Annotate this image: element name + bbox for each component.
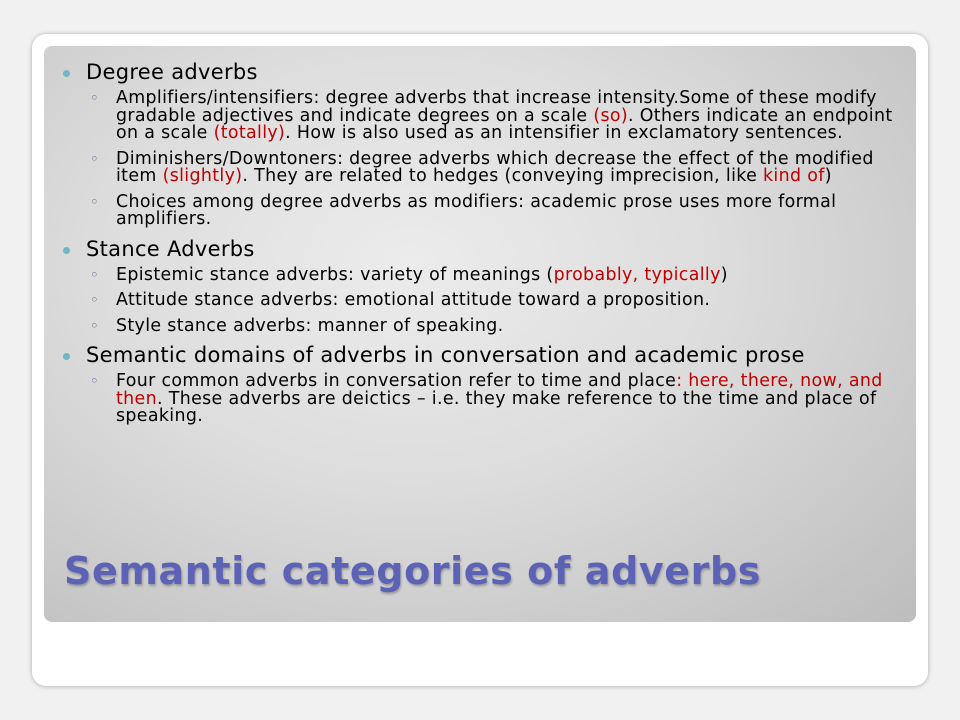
sub-bullet-text: ): [720, 264, 728, 285]
sub-bullet-text: Diminishers/Downtoners: degree adverbs which decrease the effect of the modified item: [116, 148, 874, 186]
sub-bullet-marker-icon: ◦: [90, 265, 100, 284]
sub-bullet-text: . How is also used as an intensifier in exclamatory sentences.: [285, 123, 843, 143]
sub-bullet-text: Amplifiers/intensifiers: degree adverbs that increase intensity.Some of these modify gradable adjectives and indicate degrees on a scale: [116, 88, 877, 126]
sub-bullet-item: [62, 191, 898, 229]
highlighted-example: : here, there, now, and then: [116, 371, 883, 409]
highlighted-example: (totally): [213, 123, 286, 143]
sub-bullet-item: [62, 264, 898, 285]
sub-bullet-text: . Others indicate an endpoint on a scale: [116, 105, 893, 143]
bullet-item: Semantic domains of adverbs in conversation and academic prose: [62, 343, 898, 367]
sub-bullet-text: ): [824, 166, 832, 186]
sub-bullet-marker-icon: ◦: [90, 372, 100, 390]
bullet-item: Degree adverbs: [62, 60, 898, 84]
sub-bullet-text: . They are related to hedges (conveying imprecision, like: [242, 166, 763, 186]
sub-bullet-text: Choices among degree adverbs as modifiers: academic prose uses more formal amplifiers.: [116, 191, 837, 229]
sub-bullet-item: [62, 90, 898, 143]
highlighted-example: (slightly): [162, 166, 243, 186]
highlighted-example: kind of: [763, 166, 825, 186]
sub-bullet-item: [62, 315, 898, 336]
sub-bullet-text: Attitude stance adverbs: emotional attitude toward a proposition.: [116, 290, 711, 310]
sub-bullet-marker-icon: ◦: [90, 291, 100, 309]
sub-bullet-text: Epistemic stance adverbs: variety of meanings (: [116, 264, 554, 285]
slide-title: Semantic categories of adverbs: [64, 549, 761, 593]
sub-bullet-marker-icon: ◦: [90, 316, 100, 335]
sub-bullet-marker-icon: ◦: [90, 89, 100, 107]
sub-bullet-marker-icon: ◦: [90, 192, 100, 211]
sub-bullet-text: Four common adverbs in conversation refer to time and place: [116, 371, 677, 391]
highlighted-example: (so): [593, 105, 629, 126]
slide-content: [62, 60, 898, 434]
sub-bullet-marker-icon: ◦: [90, 149, 100, 168]
sub-bullet-item: [62, 373, 898, 426]
bullet-item: Stance Adverbs: [62, 237, 898, 261]
sub-bullet-text: . These adverbs are deictics – i.e. they make reference to the time and place of speaking.: [116, 388, 877, 426]
sub-bullet-item: [62, 292, 898, 310]
sub-bullet-text: Style stance adverbs: manner of speaking.: [116, 315, 504, 336]
highlighted-example: probably, typically: [553, 264, 721, 285]
sub-bullet-item: [62, 148, 898, 186]
